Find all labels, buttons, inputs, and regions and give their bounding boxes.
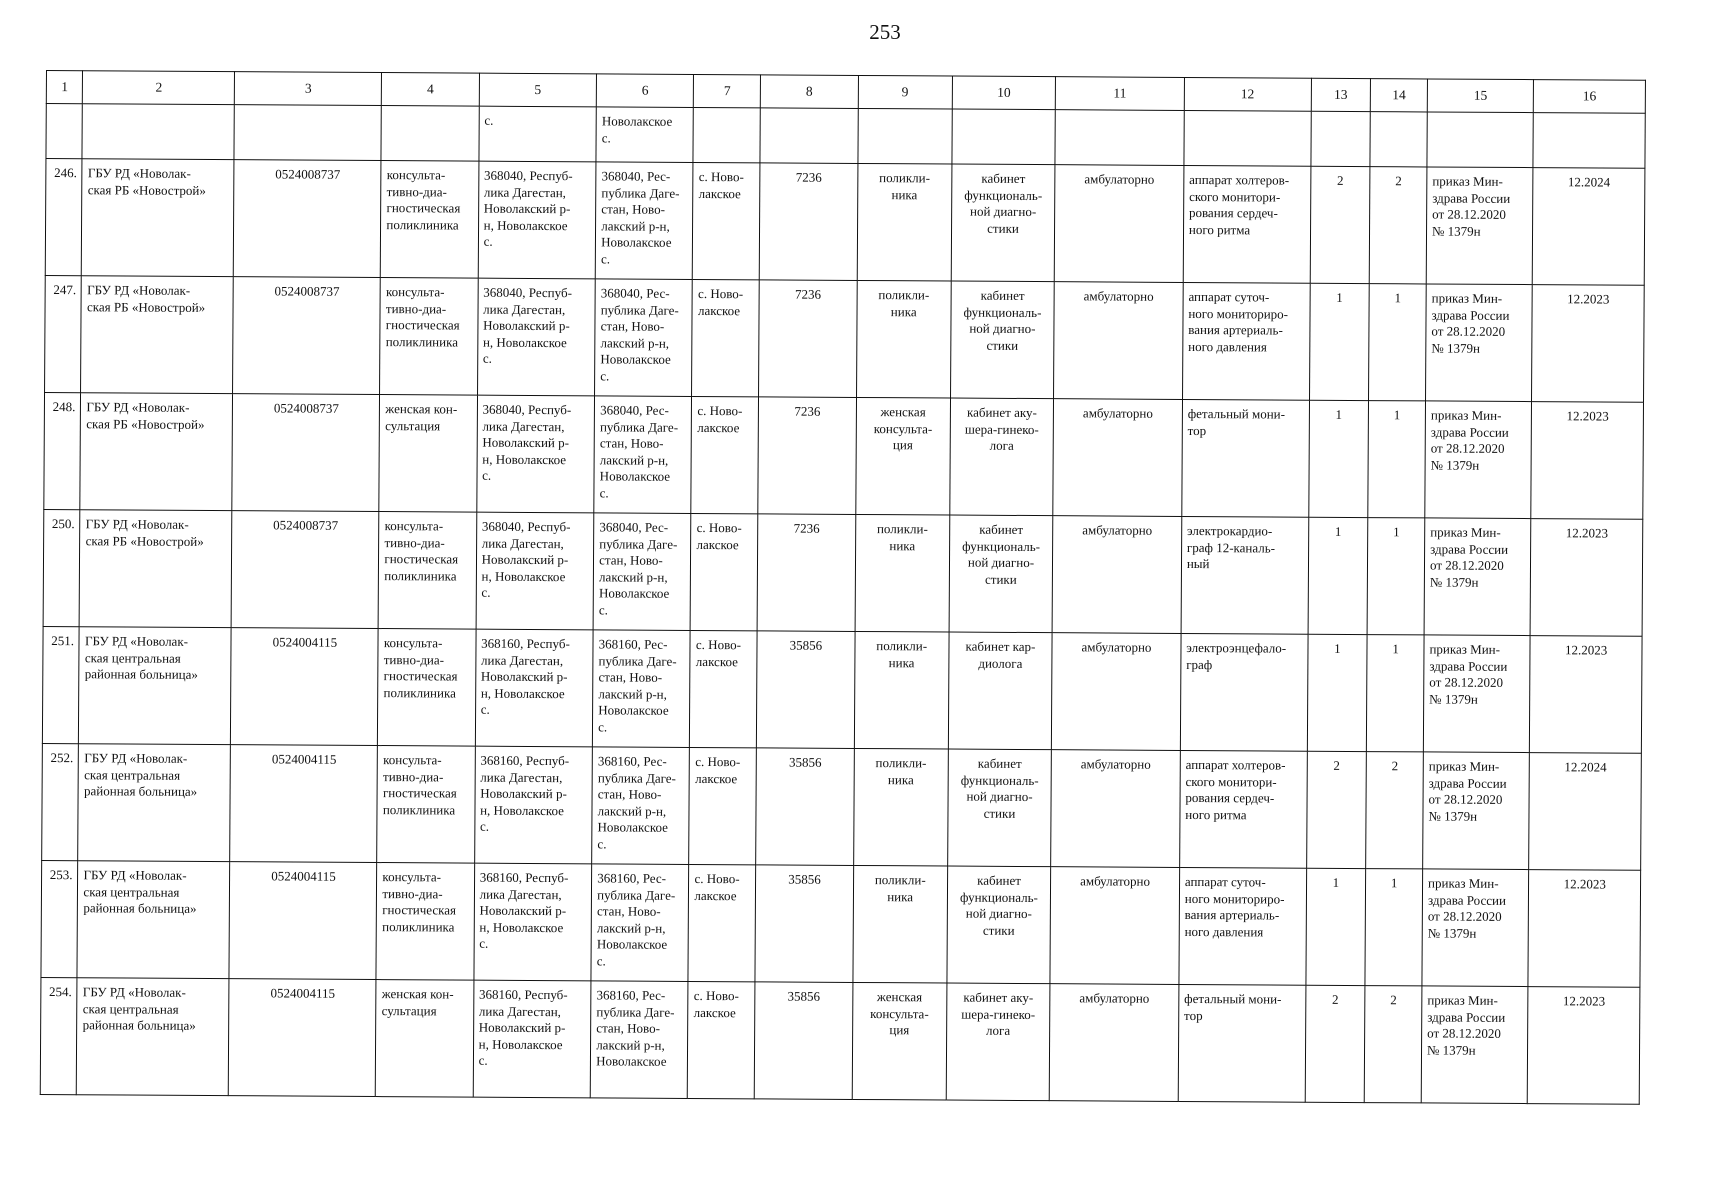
cell-inn: 0524004115 — [229, 862, 377, 980]
cell-type: консульта- тивно-диа- гностическая поликлиника — [378, 512, 476, 630]
cell-addr2: 368040, Рес- публика Даге- стан, Ново- лакский р-н, Новолакское с. — [595, 279, 693, 397]
cell-mode: амбулаторно — [1052, 516, 1181, 634]
cell-q14: 2 — [1370, 167, 1427, 284]
cell-date: 12.2023 — [1528, 987, 1640, 1105]
cell-mode: амбулаторно — [1054, 165, 1183, 283]
cell-date: 12.2023 — [1530, 636, 1642, 754]
cell-room: кабинет аку- шера-гинеко- лога — [946, 983, 1050, 1101]
cell-date: 12.2023 — [1530, 519, 1642, 637]
cell-pop: 7236 — [759, 280, 857, 398]
cell-inn: 0524008737 — [232, 511, 380, 629]
cell-date: 12.2023 — [1532, 285, 1644, 403]
cell-n: 246. — [45, 159, 82, 276]
table-row — [42, 743, 1642, 870]
cell-addr2: 368040, Рес- публика Даге- стан, Ново- лакский р-н, Новолакское с. — [594, 396, 692, 514]
cell-pop: 35856 — [756, 748, 854, 866]
column-header-4: 4 — [382, 73, 479, 107]
cell-q14: 2 — [1366, 752, 1423, 869]
cell-locality: с. Ново- лакское — [693, 162, 761, 279]
table-row — [40, 977, 1640, 1104]
cell-q13: 1 — [1308, 517, 1368, 634]
cell-addr1: 368040, Респуб- лика Дагестан, Новолакский р- н, Новолакское с. — [476, 395, 594, 513]
cell-q14: 2 — [1364, 986, 1421, 1103]
cell-locality: с. Ново- лакское — [688, 864, 756, 981]
cell-inn: 0524008737 — [233, 277, 381, 395]
cell-addr1: 368040, Респуб- лика Дагестан, Новолакский р- н, Новолакское с. — [477, 278, 595, 396]
table-row — [41, 860, 1641, 987]
cell-room: кабинет функциональ- ной диагно- стики — [950, 281, 1054, 399]
equipment-table — [40, 70, 1646, 1105]
cell-date: 12.2023 — [1528, 870, 1640, 988]
cell-equipment: аппарат суточ- ного мониториро- вания артериаль- ного давления — [1179, 867, 1306, 985]
cell-date: 12.2024 — [1529, 753, 1641, 871]
cell-order: приказ Мин- здрава России от 28.12.2020 № 1379н — [1424, 518, 1531, 636]
column-header-11: 11 — [1055, 77, 1184, 111]
cell-n: 250. — [43, 509, 80, 626]
column-header-12: 12 — [1184, 77, 1311, 111]
cell-pop: 35856 — [755, 865, 853, 983]
column-header-10: 10 — [952, 76, 1056, 110]
cell-col6: Новолакское с. — [596, 107, 694, 163]
column-header-14: 14 — [1371, 79, 1428, 112]
column-header-6: 6 — [596, 74, 693, 108]
cell-inn: 0524008737 — [232, 394, 380, 512]
cell-type: консульта- тивно-диа- гностическая поликлиника — [378, 629, 476, 747]
column-header-15: 15 — [1427, 79, 1534, 113]
cell-equipment: фетальный мони- тор — [1182, 399, 1309, 517]
table-body — [40, 104, 1645, 1105]
cell-addr2: 368160, Рес- публика Даге- стан, Ново- лакский р-н, Новолакское — [590, 981, 688, 1099]
cell-q13: 1 — [1308, 400, 1368, 517]
cell-type: женская кон- сультация — [379, 395, 477, 513]
cell-order: приказ Мин- здрава России от 28.12.2020 № 1379н — [1426, 167, 1533, 285]
cell-room: кабинет функциональ- ной диагно- стики — [947, 866, 1051, 984]
cell-locality: с. Ново- лакское — [691, 513, 759, 630]
cell-equipment: аппарат суточ- ного мониториро- вания артериаль- ного давления — [1182, 282, 1309, 400]
cell-n: 248. — [44, 392, 81, 509]
cell-pop: 7236 — [758, 397, 856, 515]
cell-unit: поликли- ника — [853, 865, 948, 983]
cell-addr1: 368040, Респуб- лика Дагестан, Новолакский р- н, Новолакское с. — [478, 161, 596, 279]
continuation-row — [46, 104, 1645, 169]
cell-type: консульта- тивно-диа- гностическая поликлиника — [376, 863, 474, 981]
table-row — [44, 392, 1644, 519]
column-header-1: 1 — [46, 71, 83, 104]
cell-pop: 7236 — [760, 163, 858, 281]
cell-n: 253. — [41, 860, 78, 977]
cell-addr2: 368040, Рес- публика Даге- стан, Ново- лакский р-н, Новолакское с. — [595, 162, 693, 280]
cell-pop: 7236 — [757, 514, 855, 632]
cell-org: ГБУ РД «Новолак- ская РБ «Новострой» — [80, 510, 233, 628]
cell-room: кабинет аку- шера-гинеко- лога — [950, 398, 1054, 516]
cell-pop: 35856 — [757, 631, 855, 749]
cell-n: 252. — [42, 743, 79, 860]
cell-q13: 1 — [1307, 634, 1367, 751]
cell-addr1: 368160, Респуб- лика Дагестан, Новолакский р- н, Новолакское с. — [474, 746, 592, 864]
column-header-7: 7 — [694, 74, 761, 107]
cell-room: кабинет кар- диолога — [948, 632, 1052, 750]
cell-locality: с. Ново- лакское — [691, 396, 759, 513]
cell-org: ГБУ РД «Новолак- ская центральная районная больница» — [79, 627, 232, 745]
cell-org: ГБУ РД «Новолак- ская центральная районная больница» — [77, 861, 230, 979]
table-row — [42, 626, 1642, 753]
table-row — [43, 509, 1643, 636]
cell-order: приказ Мин- здрава России от 28.12.2020 № 1379н — [1423, 752, 1530, 870]
cell-order: приказ Мин- здрава России от 28.12.2020 № 1379н — [1425, 401, 1532, 519]
cell-type: консульта- тивно-диа- гностическая поликлиника — [377, 746, 475, 864]
cell-pop: 35856 — [755, 982, 853, 1100]
page-number: 253 — [869, 20, 901, 44]
cell-org: ГБУ РД «Новолак- ская центральная районная больница» — [77, 978, 230, 1096]
cell-q14: 1 — [1365, 869, 1422, 986]
cell-equipment: фетальный мони- тор — [1178, 984, 1305, 1102]
cell-org: ГБУ РД «Новолак- ская центральная районная больница» — [78, 744, 231, 862]
cell-order: приказ Мин- здрава России от 28.12.2020 № 1379н — [1426, 284, 1533, 402]
cell-q13: 2 — [1306, 751, 1366, 868]
column-header-16: 16 — [1534, 80, 1646, 114]
cell-n: 247. — [45, 275, 82, 392]
cell-unit: поликли- ника — [854, 631, 949, 749]
column-header-2: 2 — [83, 71, 235, 105]
cell-mode: амбулаторно — [1051, 750, 1180, 868]
cell-addr1: 368160, Респуб- лика Дагестан, Новолакский р- н, Новолакское с. — [474, 863, 592, 981]
cell-col5: с. — [479, 106, 597, 162]
cell-q13: 1 — [1309, 283, 1369, 400]
cell-inn: 0524008737 — [234, 160, 382, 278]
cell-type: консульта- тивно-диа- гностическая поликлиника — [381, 161, 479, 279]
cell-unit: женская консульта- ция — [852, 982, 947, 1100]
cell-unit: поликли- ника — [856, 280, 951, 398]
cell-addr2: 368040, Рес- публика Даге- стан, Ново- лакский р-н, Новолакское с. — [593, 513, 691, 631]
cell-order: приказ Мин- здрава России от 28.12.2020 № 1379н — [1423, 635, 1530, 753]
column-header-8: 8 — [761, 75, 858, 109]
cell-equipment: аппарат холтеров- ского монитори- рования сердеч- ного ритма — [1179, 750, 1306, 868]
cell-addr1: 368160, Респуб- лика Дагестан, Новолакский р- н, Новолакское с. — [475, 629, 593, 747]
cell-n: 251. — [42, 626, 79, 743]
cell-q14: 1 — [1368, 401, 1425, 518]
cell-inn: 0524004115 — [229, 979, 377, 1097]
cell-q14: 1 — [1367, 518, 1424, 635]
cell-date: 12.2024 — [1533, 168, 1645, 286]
cell-type: женская кон- сультация — [376, 980, 474, 1098]
cell-org: ГБУ РД «Новолак- ская РБ «Новострой» — [81, 276, 234, 394]
cell-q13: 2 — [1310, 166, 1370, 283]
cell-room: кабинет функциональ- ной диагно- стики — [951, 164, 1055, 282]
table-row — [45, 275, 1645, 402]
cell-equipment: аппарат холтеров- ского монитори- рования сердеч- ного ритма — [1183, 165, 1310, 283]
cell-date: 12.2023 — [1531, 402, 1643, 520]
cell-addr1: 368160, Респуб- лика Дагестан, Новолакский р- н, Новолакское с. — [473, 980, 591, 1098]
cell-unit: женская консульта- ция — [855, 397, 950, 515]
cell-equipment: электроэнцефало- граф — [1180, 633, 1307, 751]
cell-addr2: 368160, Рес- публика Даге- стан, Ново- лакский р-н, Новолакское с. — [593, 630, 691, 748]
cell-q14: 1 — [1369, 284, 1426, 401]
column-header-9: 9 — [858, 75, 952, 109]
cell-n: 254. — [40, 977, 77, 1094]
cell-unit: поликли- ника — [857, 163, 952, 281]
cell-addr1: 368040, Респуб- лика Дагестан, Новолакский р- н, Новолакское с. — [476, 512, 594, 630]
cell-mode: амбулаторно — [1054, 282, 1183, 400]
cell-equipment: электрокардио- граф 12-каналь- ный — [1181, 516, 1308, 634]
cell-locality: с. Ново- лакское — [690, 630, 758, 747]
column-header-5: 5 — [479, 73, 597, 107]
column-header-13: 13 — [1311, 78, 1371, 111]
cell-mode: амбулаторно — [1050, 867, 1179, 985]
cell-locality: с. Ново- лакское — [689, 747, 757, 864]
cell-addr2: 368160, Рес- публика Даге- стан, Ново- лакский р-н, Новолакское с. — [592, 747, 690, 865]
cell-locality: с. Ново- лакское — [688, 981, 756, 1098]
cell-addr2: 368160, Рес- публика Даге- стан, Ново- лакский р-н, Новолакское с. — [591, 864, 689, 982]
cell-room: кабинет функциональ- ной диагно- стики — [947, 749, 1051, 867]
cell-order: приказ Мин- здрава России от 28.12.2020 № 1379н — [1422, 869, 1529, 987]
cell-unit: поликли- ника — [855, 514, 950, 632]
cell-mode: амбулаторно — [1049, 984, 1178, 1102]
cell-org: ГБУ РД «Новолак- ская РБ «Новострой» — [80, 393, 233, 511]
cell-order: приказ Мин- здрава России от 28.12.2020 № 1379н — [1421, 986, 1528, 1104]
cell-q13: 2 — [1305, 985, 1365, 1102]
cell-unit: поликли- ника — [853, 748, 948, 866]
cell-org: ГБУ РД «Новолак- ская РБ «Новострой» — [82, 159, 235, 277]
cell-mode: амбулаторно — [1053, 399, 1182, 517]
cell-mode: амбулаторно — [1052, 633, 1181, 751]
cell-type: консульта- тивно-диа- гностическая поликлиника — [380, 278, 478, 396]
cell-q13: 1 — [1305, 868, 1365, 985]
table-row — [45, 159, 1645, 286]
cell-locality: с. Ново- лакское — [692, 279, 760, 396]
cell-inn: 0524004115 — [231, 628, 379, 746]
cell-inn: 0524004115 — [230, 745, 378, 863]
column-header-3: 3 — [235, 72, 382, 106]
cell-room: кабинет функциональ- ной диагно- стики — [949, 515, 1053, 633]
cell-q14: 1 — [1367, 635, 1424, 752]
